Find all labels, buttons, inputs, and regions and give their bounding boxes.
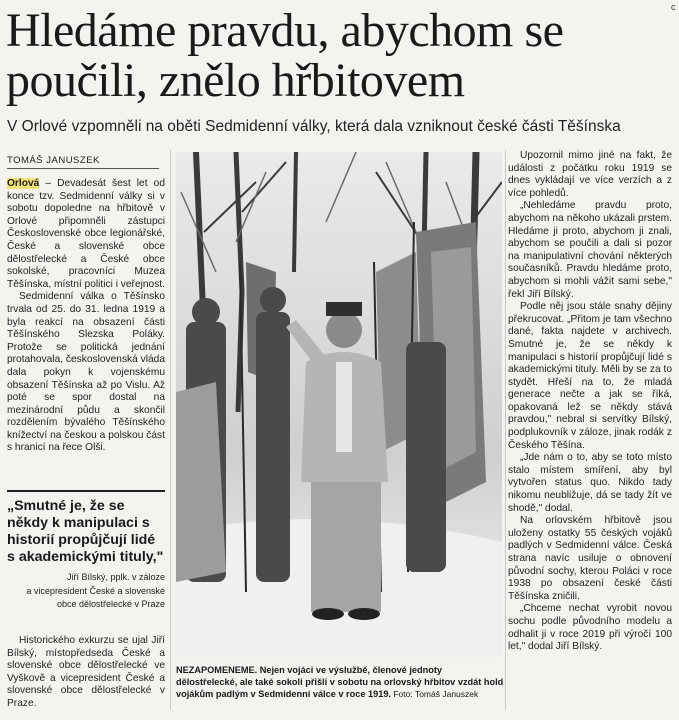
attribution-line: obce dělostřelecké v Praze: [56, 599, 165, 609]
paragraph: „Nehledáme pravdu proto, abychom na někoho ukázali prstem. Hledáme ji proto, abychom ji znali, abychom se poučili a dali si pozor na manipulativní chování některých současníků. Pravdu hledáme proto, abychom si mohli vážit sami sebe," řekl Jiří Bílský.: [508, 200, 672, 300]
caption-body: Nejen vojáci ve výslužbě, členové jednoty dělostřelecké, ale také sokoli přišli v sobotu na orlovský hřbitov vzdát hold vojákům padlým v Sedmidenní válce v roce 1919.: [176, 665, 504, 700]
article-column-3: [508, 150, 672, 654]
attribution-line: Jiří Bílský, pplk. v záloze: [66, 572, 165, 582]
photo-ceremony-image: [176, 152, 502, 657]
pull-quote-text: „Smutné je, že se někdy k manipulaci s historií propůjčují lidé s akademickými tituly,": [7, 498, 164, 565]
article-headline: Hledáme pravdu, abychom se poučili, znělo hřbitovem: [6, 4, 564, 107]
paragraph: Na orlovském hřbitově jsou uloženy ostatky 55 českých vojáků padlých v Sedmidenní válce. Česká strana navíc usiluje o obnovení původní sochy, kterou Poláci v roce 1938 po obsazení české části Těšínska zničili.: [508, 515, 672, 602]
article-column-1: [7, 178, 165, 455]
photo-credit: Foto: Tomáš Januszek: [391, 689, 479, 700]
dateline-place: Orlová: [7, 178, 40, 189]
paragraph: Sedmidenní válka o Těšínsko trvala od 25. do 31. ledna 1919 a byla reakcí na obsazení části Těšínského Slezska Poláky. Protože se politická jednání protahovala, československá vláda dala pokyn k vojenskému obsazení Těšínska až po Vislu. Až poté se spor dostal na mezinárodní půdu a skončil rozdělením bývalého Těšínského knížectví na českou a polskou část s hranicí na řece Olši.: [7, 291, 166, 454]
article-author: TOMÁŠ JANUSZEK: [7, 155, 159, 169]
page-edge-mark: c: [671, 2, 676, 12]
column-divider: [505, 150, 506, 710]
caption-lead: NEZAPOMENEME.: [176, 665, 258, 675]
paragraph: „Chceme nechat vyrobit novou sochu podle původního modelu a odhalit ji v roce 2019 při výročí 100 let," dodal Jiří Bílský.: [508, 603, 672, 653]
pull-quote-attribution: [7, 571, 165, 612]
article-photo: [176, 152, 502, 657]
lead-paragraph: [7, 178, 165, 291]
photo-caption: [176, 664, 504, 701]
article-column-1-end: [7, 635, 165, 711]
paragraph: Historického exkurzu se ujal Jiří Bílský, místopředseda České a slovenské obce dělostřelecké ve Vyškově a vicepresident České a slovenské obce dělostřelecké v Praze.: [7, 635, 165, 709]
column-divider: [170, 150, 171, 710]
paragraph: Upozornil mimo jiné na fakt, že události z počátku roku 1919 se dnes vykládají ve více verzích a z více pohledů.: [508, 150, 672, 199]
lead-text: – Devadesát šest let od konce tzv. Sedmidenní války si v sobotu dopoledne na hřbitově v Orlové připomněli zástupci Československé obce legionářské, České a slovenské obce dělostřelecké a České obce sokolské, pracovníci Muzea Těšínska, místní politici i veřejnost.: [7, 178, 165, 290]
article-subheadline: V Orlové vzpomněli na oběti Sedmidenní války, která dala vzniknout české části Těšínska: [7, 118, 621, 135]
paragraph: „Jde nám o to, aby se toto místo stalo místem smíření, aby byl vytvořen status quo. Nikdo tady nikomu neubližuje, dá se tady žít ve shodě," dodal.: [508, 452, 672, 514]
attribution-line: a vicepresident České a slovenské: [26, 585, 165, 596]
pull-quote: [7, 490, 165, 612]
paragraph: Podle něj jsou stále snahy dějiny překrucovat. „Přitom je tam všechno dané, fakta najdete v archivech. Smutné je, že se někdy k manipulaci s historií propůjčují lidé s akademickými tituly. Měli by se za to stydět. Hřeší na to, že mladá generace nečte a jak se říká, opakovaná lež se někdy stává pravdou," nebral si servítky Bílský, podplukovník v záloze, jinak rodák z Českého Těšína.: [508, 301, 672, 451]
